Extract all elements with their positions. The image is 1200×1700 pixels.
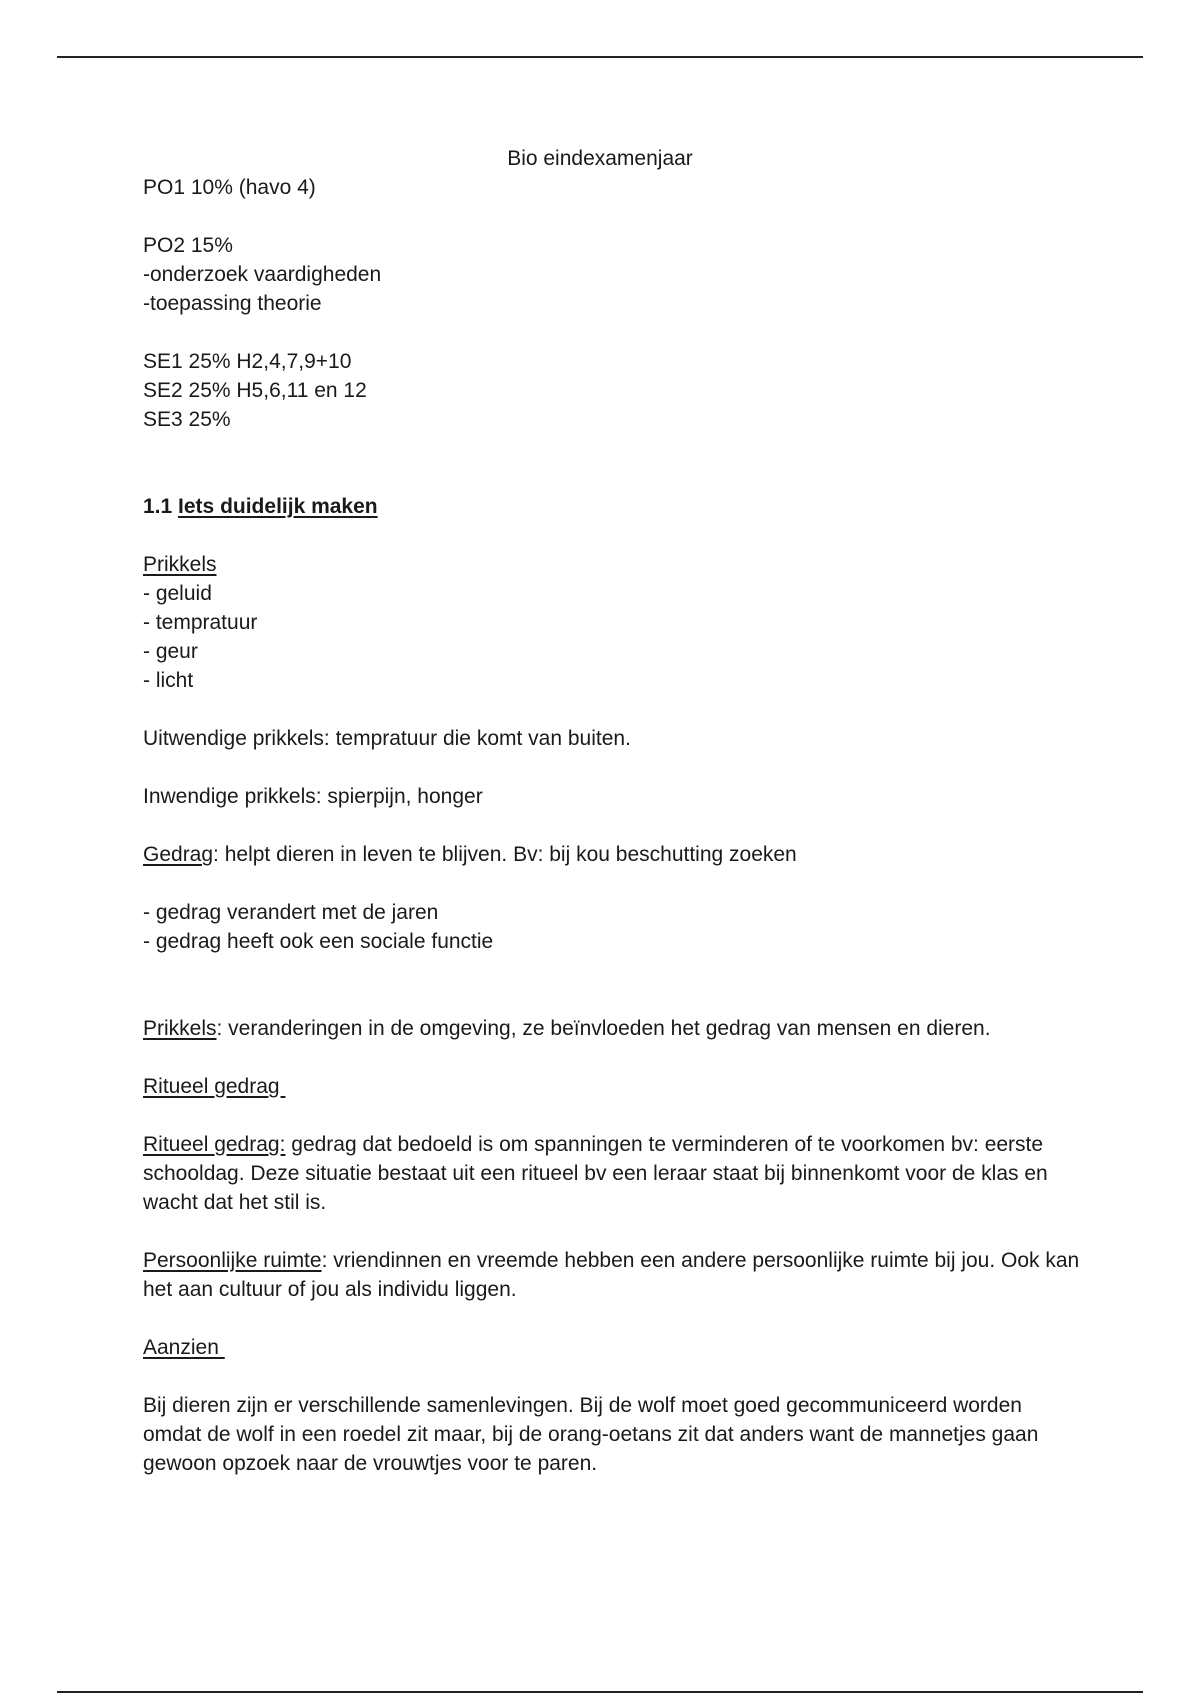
prikkels-item: - geur (143, 640, 198, 663)
ritueel-definition (143, 1130, 1083, 1217)
gedrag-point: - gedrag verandert met de jaren (143, 901, 439, 924)
aanzien-heading: Aanzien (143, 1336, 225, 1359)
prikkels-text: : veranderingen in de omgeving, ze beïnvloeden het gedrag van mensen en dieren. (216, 1017, 991, 1040)
po1-line: PO1 10% (havo 4) (143, 176, 316, 199)
gedrag-definition (143, 840, 1083, 869)
inwendige-prikkels: Inwendige prikkels: spierpijn, honger (143, 785, 483, 808)
ritueel-term: Ritueel gedrag: (143, 1133, 286, 1156)
document-body (143, 173, 1083, 1478)
uitwendige-prikkels: Uitwendige prikkels: tempratuur die komt van buiten. (143, 727, 631, 750)
prikkels-item: - licht (143, 669, 194, 692)
page-title: Bio eindexamenjaar (507, 147, 693, 170)
section-title: Iets duidelijk maken (178, 495, 378, 518)
ruimte-text: : vriendinnen en vreemde hebben een andere persoonlijke ruimte bij jou. Ook kan het aan cultuur of jou als individu liggen. (143, 1249, 1080, 1301)
gedrag-point: - gedrag heeft ook een sociale functie (143, 930, 494, 953)
section-heading (143, 492, 1083, 521)
ritueel-text: gedrag dat bedoeld is om spanningen te verminderen of te voorkomen bv: eerste schooldag. Deze situatie bestaat uit een ritueel bv een leraar staat bij binnenkomt voor de klas en wacht dat het stil is. (143, 1133, 1048, 1214)
ruimte-term: Persoonlijke ruimte (143, 1249, 322, 1272)
prikkels-definition (143, 1014, 1083, 1043)
gedrag-term: Gedrag (143, 843, 214, 866)
aanzien-paragraph: Bij dieren zijn er verschillende samenlevingen. Bij de wolf moet goed gecommuniceerd worden omdat de wolf in een roedel zit maar, bij de orang-oetans zit dat anders want de mannetjes gaan gewoon opzoek naar de vrouwtjes voor te paren. (143, 1394, 1039, 1475)
top-rule (57, 56, 1143, 58)
bottom-rule (57, 1691, 1143, 1693)
ruimte-definition (143, 1246, 1083, 1304)
prikkels-term: Prikkels (143, 1017, 217, 1040)
po2-heading: PO2 15% (143, 234, 233, 257)
se-line: SE2 25% H5,6,11 en 12 (143, 379, 367, 402)
se-line: SE1 25% H2,4,7,9+10 (143, 350, 352, 373)
section-number: 1.1 (143, 495, 173, 518)
prikkels-item: - geluid (143, 582, 212, 605)
po2-item: -toepassing theorie (143, 292, 322, 315)
gedrag-text: : helpt dieren in leven te blijven. Bv: bij kou beschutting zoeken (213, 843, 797, 866)
prikkels-item: - tempratuur (143, 611, 258, 634)
prikkels-heading: Prikkels (143, 553, 217, 576)
ritueel-heading: Ritueel gedrag (143, 1075, 286, 1098)
po2-item: -onderzoek vaardigheden (143, 263, 382, 286)
se-line: SE3 25% (143, 408, 231, 431)
